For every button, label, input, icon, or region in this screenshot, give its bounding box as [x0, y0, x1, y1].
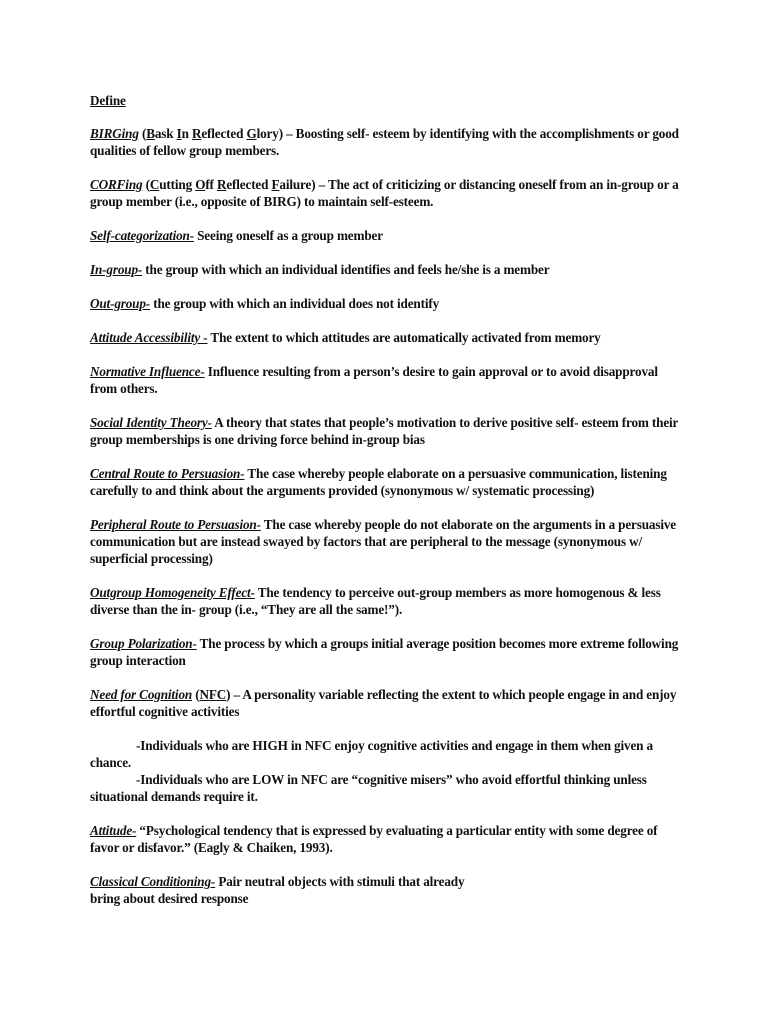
- term-birging: BIRGing: [90, 126, 139, 141]
- definition-text: The case whereby people elaborate on a persuasive communication, listening carefully to and think about the arguments provided (synonymous w/ systematic processing): [90, 466, 667, 498]
- document-page: [90, 92, 680, 924]
- definition-text: the group with which an individual does not identify: [150, 296, 440, 311]
- definition-classical-conditioning: [90, 873, 680, 907]
- nfc-low-note: -Individuals who are LOW in NFC are “cognitive misers” who avoid effortful thinking unless situational demands require it.: [90, 772, 647, 804]
- page-heading: Define: [90, 93, 126, 108]
- definition-normative-influence: [90, 363, 680, 397]
- definition-text: The case whereby people do not elaborate on the arguments in a persuasive communication but are instead swayed by factors that are peripheral to the message (synonymous w/ superficial processing): [90, 517, 677, 566]
- definition-attitude: [90, 822, 680, 856]
- definition-text: Seeing oneself as a group member: [193, 228, 383, 243]
- definition-in-group: [90, 261, 680, 278]
- term-attitude: Attitude-: [90, 823, 137, 838]
- term-corfing: CORFing: [90, 177, 143, 192]
- nfc-abbreviation: NFC: [199, 687, 227, 702]
- definition-text: – Boosting self- esteem by identifying with the accomplishments or good qualities of fellow group members.: [90, 126, 679, 158]
- term: Normative Influence-: [90, 364, 205, 379]
- definition-outgroup-homogeneity: [90, 584, 680, 618]
- definition-central-route: [90, 465, 680, 499]
- definition-self-categorization: [90, 227, 680, 244]
- definition-text: The process by which a groups initial average position becomes more extreme following group interaction: [90, 636, 679, 668]
- definition-social-identity-theory: [90, 414, 680, 448]
- term: Self-categorization-: [90, 228, 194, 243]
- definition-birging: BIRGing (Bask In Reflected Glory) – Boosting self- esteem by identifying with the accomplishments or good qualities of fellow group members.: [90, 126, 679, 158]
- definition-text: – A personality variable reflecting the extent to which people engage in and enjoy effortful cognitive activities: [90, 687, 677, 719]
- definition-text: A theory that states that people’s motivation to derive positive self- esteem from their group memberships is one driving force behind in-group bias: [90, 415, 679, 447]
- term: Social Identity Theory-: [90, 415, 212, 430]
- term: Attitude Accessibility -: [90, 330, 208, 345]
- definition-text: the group with which an individual identifies and feels he/she is a member: [142, 262, 550, 277]
- definition-text: Influence resulting from a person’s desire to gain approval or to avoid disapproval from others.: [90, 364, 658, 396]
- definition-corfing: CORFing (Cutting Off Reflected Failure) – The act of criticizing or distancing oneself from an in-group or a group member (i.e., opposite of BIRG) to maintain self-esteem.: [90, 177, 679, 209]
- term: Peripheral Route to Persuasion-: [90, 517, 261, 532]
- term: Outgroup Homogeneity Effect-: [90, 585, 255, 600]
- definition-text: – The act of criticizing or distancing oneself from an in-group or a group member (i.e., opposite of BIRG) to maintain self-esteem.: [90, 177, 679, 209]
- term-need-for-cognition: Need for Cognition: [90, 687, 193, 702]
- definition-need-for-cognition: Need for Cognition (NFC) – A personality variable reflecting the extent to which people engage in and enjoy effortful cognitive activities: [90, 687, 677, 719]
- definition-text-line2: bring about desired response: [90, 891, 249, 906]
- definition-attitude-accessibility: [90, 329, 680, 346]
- term: Group Polarization-: [90, 636, 197, 651]
- definition-out-group: [90, 295, 680, 312]
- definition-group-polarization: [90, 635, 680, 669]
- definition-text: The extent to which attitudes are automatically activated from memory: [207, 330, 601, 345]
- nfc-details: [90, 737, 680, 805]
- definition-text: “Psychological tendency that is expressed by evaluating a particular entity with some degree of favor or disfavor.” (Eagly & Chaiken, 1993).: [90, 823, 658, 855]
- definition-text-line1: Pair neutral objects with stimuli that already: [215, 874, 465, 889]
- term: In-group-: [90, 262, 143, 277]
- nfc-high-note: -Individuals who are HIGH in NFC enjoy cognitive activities and engage in them when given a chance.: [90, 738, 653, 770]
- term: Out-group-: [90, 296, 151, 311]
- definition-text: The tendency to perceive out-group members as more homogenous & less diverse than the in- group (i.e., “They are all the same!”).: [90, 585, 661, 617]
- term-classical-conditioning: Classical Conditioning-: [90, 874, 216, 889]
- term: Central Route to Persuasion-: [90, 466, 245, 481]
- definition-peripheral-route: [90, 516, 680, 567]
